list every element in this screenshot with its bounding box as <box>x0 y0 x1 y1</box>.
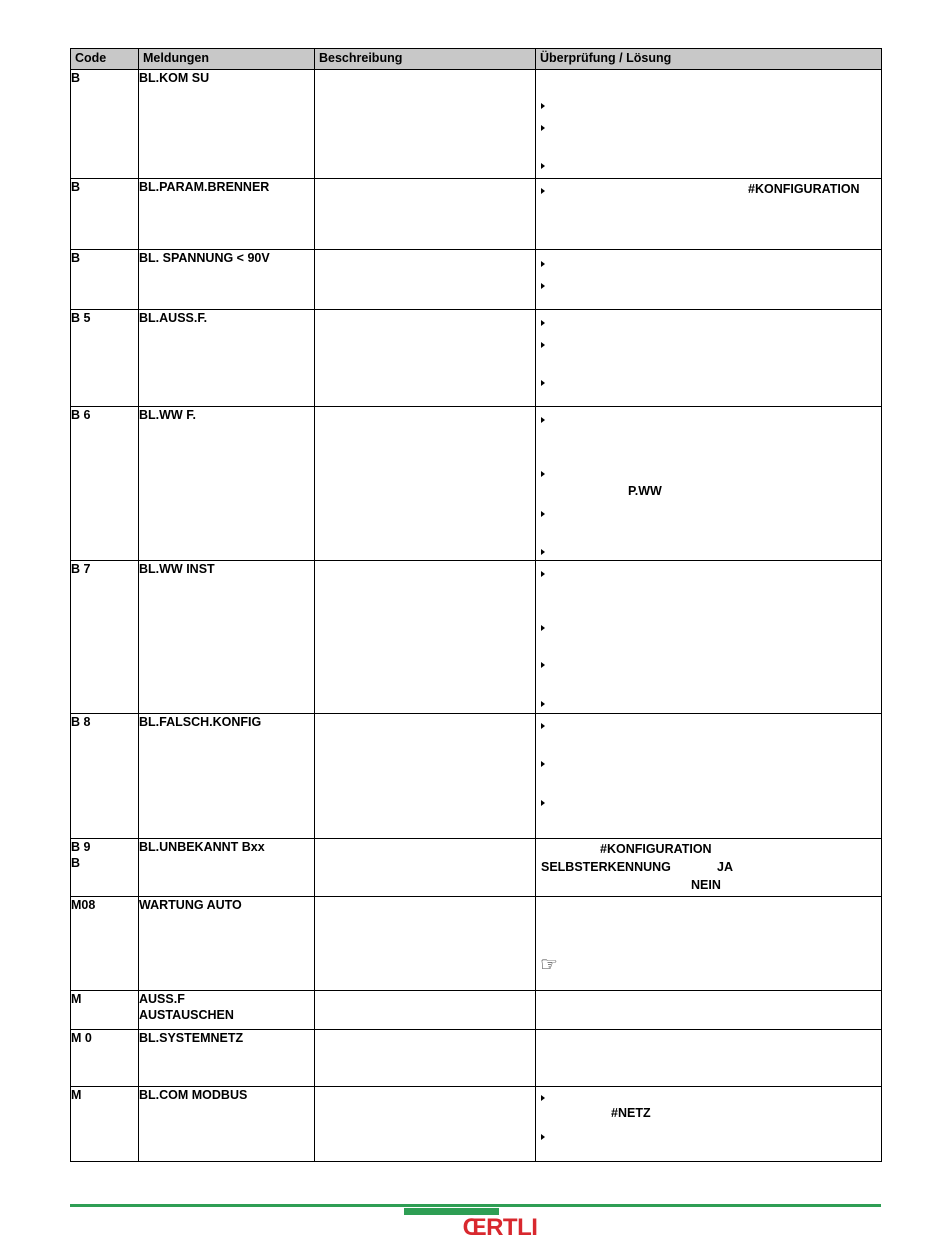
solution-text: #KONFIGURATION <box>748 182 860 196</box>
triangle-bullet-icon <box>541 283 545 289</box>
error-code-table <box>70 48 882 1162</box>
message-cell <box>139 897 315 991</box>
triangle-bullet-icon <box>541 571 545 577</box>
message-text: WARTUNG AUTO <box>139 898 242 912</box>
message-cell <box>139 179 315 250</box>
triangle-bullet-icon <box>541 701 545 707</box>
triangle-bullet-icon <box>541 761 545 767</box>
triangle-bullet-icon <box>541 1095 545 1101</box>
table-row <box>71 179 882 250</box>
table-row <box>71 561 882 714</box>
header-code: Code <box>71 49 139 70</box>
triangle-bullet-icon <box>541 380 545 386</box>
triangle-bullet-icon <box>541 417 545 423</box>
message-cell <box>139 250 315 310</box>
code-cell <box>71 407 139 561</box>
triangle-bullet-icon <box>541 662 545 668</box>
table-row <box>71 1087 882 1162</box>
description-cell <box>315 179 536 250</box>
table-row <box>71 250 882 310</box>
message-text: BL.COM MODBUS <box>139 1088 248 1102</box>
solution-cell <box>536 70 882 179</box>
description-cell <box>315 1087 536 1162</box>
solution-text: P.WW <box>628 484 662 498</box>
solution-cell <box>536 250 882 310</box>
pointing-hand-icon: ☞ <box>540 954 558 976</box>
message-cell <box>139 70 315 179</box>
message-text: BL.WW INST <box>139 562 215 576</box>
triangle-bullet-icon <box>541 125 545 131</box>
triangle-bullet-icon <box>541 549 545 555</box>
solution-cell <box>536 1087 882 1162</box>
code-text: B 6 <box>71 408 91 422</box>
description-cell <box>315 310 536 407</box>
code-text: M <box>71 1088 82 1102</box>
code-text: B 9 <box>71 840 91 854</box>
description-cell <box>315 70 536 179</box>
solution-cell <box>536 310 882 407</box>
code-cell <box>71 1030 139 1087</box>
description-cell <box>315 839 536 897</box>
code-text: M <box>71 992 82 1006</box>
code-cell <box>71 839 139 897</box>
solution-cell <box>536 897 882 991</box>
code-text: B 7 <box>71 562 91 576</box>
code-cell <box>71 250 139 310</box>
solution-cell <box>536 179 882 250</box>
solution-cell <box>536 714 882 839</box>
code-cell <box>71 70 139 179</box>
message-text: AUSS.F <box>139 992 185 1006</box>
solution-text: JA <box>717 860 733 874</box>
code-text: B <box>71 71 81 85</box>
solution-cell <box>536 839 882 897</box>
solution-cell <box>536 991 882 1030</box>
code-cell <box>71 179 139 250</box>
code-text: B <box>71 180 81 194</box>
message-cell <box>139 407 315 561</box>
description-cell <box>315 561 536 714</box>
message-cell <box>139 1030 315 1087</box>
triangle-bullet-icon <box>541 103 545 109</box>
message-text: BL.PARAM.BRENNER <box>139 180 270 194</box>
triangle-bullet-icon <box>541 342 545 348</box>
code-cell <box>71 991 139 1030</box>
table-header-row <box>71 49 882 70</box>
description-cell <box>315 250 536 310</box>
code-cell <box>71 714 139 839</box>
message-text: BL. SPANNUNG < 90V <box>139 251 270 265</box>
solution-cell <box>536 407 882 561</box>
triangle-bullet-icon <box>541 261 545 267</box>
triangle-bullet-icon <box>541 163 545 169</box>
message-cell <box>139 991 315 1030</box>
message-text: BL.AUSS.F. <box>139 311 208 325</box>
header-solution: Überprüfung / Lösung <box>536 49 882 70</box>
message-text: BL.WW F. <box>139 408 196 422</box>
message-text: BL.UNBEKANNT Bxx <box>139 840 265 854</box>
triangle-bullet-icon <box>541 188 545 194</box>
description-cell <box>315 897 536 991</box>
description-cell <box>315 714 536 839</box>
code-text: B <box>71 856 81 870</box>
table-row <box>71 407 882 561</box>
code-text: B <box>71 251 81 265</box>
message-text: BL.FALSCH.KONFIG <box>139 715 262 729</box>
message-cell <box>139 1087 315 1162</box>
solution-text: SELBSTERKENNUNG <box>541 860 671 874</box>
code-text: B 5 <box>71 311 91 325</box>
table-row <box>71 714 882 839</box>
footer-line <box>70 1204 881 1207</box>
message-cell <box>139 310 315 407</box>
table-row <box>71 991 882 1030</box>
triangle-bullet-icon <box>541 625 545 631</box>
code-cell <box>71 1087 139 1162</box>
triangle-bullet-icon <box>541 471 545 477</box>
message-cell <box>139 561 315 714</box>
table-row <box>71 310 882 407</box>
solution-text: NEIN <box>691 878 721 892</box>
solution-text: #KONFIGURATION <box>600 842 712 856</box>
code-cell <box>71 897 139 991</box>
solution-cell <box>536 561 882 714</box>
code-text: M 0 <box>71 1031 92 1045</box>
description-cell <box>315 1030 536 1087</box>
description-cell <box>315 407 536 561</box>
code-cell <box>71 561 139 714</box>
message-cell <box>139 839 315 897</box>
description-cell <box>315 991 536 1030</box>
table-row <box>71 1030 882 1087</box>
triangle-bullet-icon <box>541 723 545 729</box>
header-description: Beschreibung <box>315 49 536 70</box>
triangle-bullet-icon <box>541 320 545 326</box>
table-row <box>71 70 882 179</box>
message-text: BL.KOM SU <box>139 71 210 85</box>
message-text: AUSTAUSCHEN <box>139 1008 234 1022</box>
message-text: BL.SYSTEMNETZ <box>139 1031 244 1045</box>
code-text: B 8 <box>71 715 91 729</box>
header-message: Meldungen <box>139 49 315 70</box>
triangle-bullet-icon <box>541 1134 545 1140</box>
solution-text: #NETZ <box>611 1106 651 1120</box>
table-row <box>71 839 882 897</box>
triangle-bullet-icon <box>541 511 545 517</box>
oertli-logo: ŒRTLI <box>462 1214 538 1241</box>
triangle-bullet-icon <box>541 800 545 806</box>
solution-cell <box>536 1030 882 1087</box>
code-text: M08 <box>71 898 96 912</box>
message-cell <box>139 714 315 839</box>
table-row <box>71 897 882 991</box>
code-cell <box>71 310 139 407</box>
